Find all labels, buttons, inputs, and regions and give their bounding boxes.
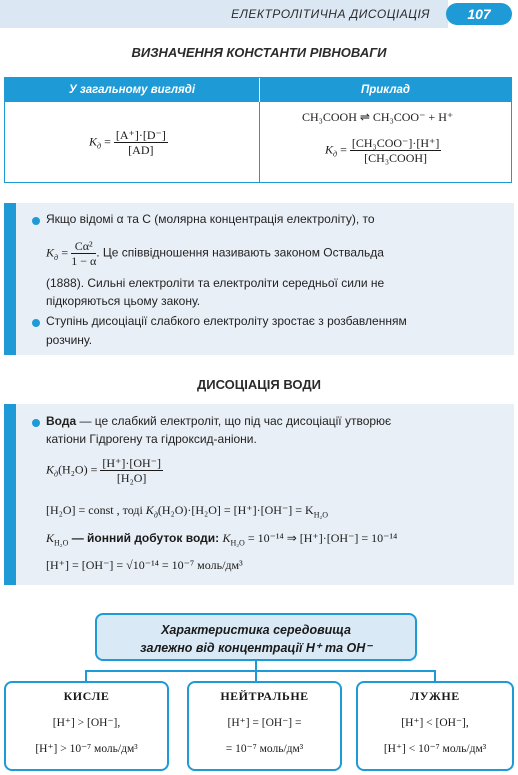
table-header-general: У загальному вигляді <box>68 84 196 96</box>
alkaline-line-1: [H⁺] < [OH⁻], <box>401 717 469 729</box>
water-kd-fraction: $\frac{[H^+]\cdot[OH^-]}{\text{[H₂O]}}$ <box>102 456 161 485</box>
water-const-formula: [H₂O] = const , тоді $K_д(H_2O)\cdot[H_2O] = [H^+]\cdot[OH^-] = K_{H_2O}$ <box>46 503 329 520</box>
dilution-line-2: розчину. <box>46 333 93 347</box>
alkaline-title: ЛУЖНЕ <box>410 689 460 703</box>
page-number: 107 <box>446 3 512 25</box>
acidic-title: КИСЛЕ <box>63 689 110 703</box>
water-line-2: катіони Гідрогену та гідроксид-аніони. <box>46 432 257 446</box>
example-equation: CH₃COOH ⇌ CH₃COO⁻ + H⁺ <box>302 110 454 124</box>
medium-characteristic-box <box>95 613 417 661</box>
ionic-product-formula: $K_{H_2O}$ — йонний добуток води: $K_{H_2O} = 10^{-14}$ ⇒ [H⁺]·[OH⁻] = 10⁻¹⁴ <box>46 531 398 548</box>
water-line-1: Вода — це слабкий електроліт, що під час дисоціації утворює <box>46 414 392 428</box>
water-kd-formula: $K_д(H_2O)$ = $\frac{[H^+]\cdot[OH^-]}{\text{[H₂O]}}$ <box>46 456 161 485</box>
general-formula: $K_д$ = $\frac{[A^+]\cdot[D^-]}{[AD]}$ <box>89 128 166 157</box>
neutral-concentration-formula: [H⁺] = [OH⁻] = √10⁻¹⁴ = 10⁻⁷ моль/дм³ <box>46 558 243 572</box>
acidic-medium-box <box>4 681 169 771</box>
topbox-line-2: залежно від концентрації H⁺ та OH⁻ <box>140 641 372 655</box>
ostwald-line-3: (1888). Сильні електроліти та електроліти середньої сили не <box>46 276 385 290</box>
running-title: ЕЛЕКТРОЛІТИЧНА ДИСОЦІАЦІЯ <box>231 7 430 21</box>
section-title-water-dissociation: ДИСОЦІАЦІЯ ВОДИ <box>197 377 321 392</box>
acidic-line-1: [H⁺] > [OH⁻], <box>52 717 121 729</box>
acidic-line-2: [H⁺] > 10⁻⁷ моль/дм³ <box>35 743 138 755</box>
ostwald-line-1: Якщо відомі α та C (молярна концентрація електроліту), то <box>46 212 375 226</box>
alkaline-medium-box <box>356 681 514 771</box>
example-fraction: $\frac{\text{[CH₃COO⁻]·[H⁺]}}{\text{[CH₃COOH]}}$ <box>351 136 440 165</box>
alkaline-line-2: [H⁺] < 10⁻⁷ моль/дм³ <box>383 743 487 755</box>
ostwald-line-4: підкоряються цьому закону. <box>46 294 201 308</box>
ostwald-fraction: $\frac{\text{Cα²}}{1 - \alpha}$ <box>71 239 97 268</box>
neutral-medium-box <box>187 681 342 771</box>
general-fraction: $\frac{[A^+]\cdot[D^-]}{[AD]}$ <box>115 128 166 157</box>
table-header-example: Приклад <box>360 84 411 96</box>
neutral-title: НЕЙТРАЛЬНЕ <box>220 689 309 703</box>
dilution-line-1: Ступінь дисоціації слабкого електроліту зростає з розбавленням <box>46 314 407 328</box>
neutral-line-2: = 10⁻⁷ моль/дм³ <box>225 743 304 755</box>
topbox-line-1: Характеристика середовища <box>161 623 351 637</box>
example-formula: $K_д$ = $\frac{\text{[CH₃COO⁻]·[H⁺]}}{\text{[CH₃COOH]}}$ <box>325 136 440 165</box>
ostwald-formula-line: $K_д$ = $\frac{\text{Cα²}}{1 - \alpha}$ . Це співвідношення називають законом Оствальда <box>46 239 384 268</box>
section-title-equilibrium-constant: ВИЗНАЧЕННЯ КОНСТАНТИ РІВНОВАГИ <box>131 45 387 60</box>
neutral-line-1: [H⁺] = [OH⁻] = <box>227 717 302 729</box>
